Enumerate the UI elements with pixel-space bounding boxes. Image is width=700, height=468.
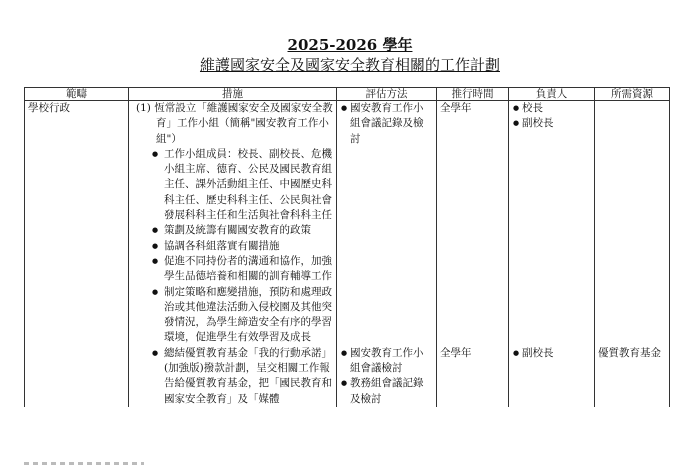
list-item: ● 國安教育工作小組會議檢討 xyxy=(350,346,433,377)
list-item: ● 促進不同持份者的溝通和協作，加強學生品德培養和相關的訓育輔導工作 xyxy=(164,254,333,285)
header-time: 推行時間 xyxy=(437,88,509,101)
header-area: 範疇 xyxy=(25,88,129,101)
list-item: ● 協調各科組落實有關措施 xyxy=(164,239,333,254)
table-row xyxy=(25,346,670,407)
cell-time: 全學年 xyxy=(437,101,509,346)
document-year-title: 2025-2026 學年 xyxy=(287,36,413,54)
list-item: ● 教務組會議記錄及檢討 xyxy=(350,376,433,407)
list-item: ● 副校長 xyxy=(522,116,591,131)
list-item: ● 校長 xyxy=(522,101,591,116)
cell-person xyxy=(509,101,595,346)
header-measures: 措施 xyxy=(129,88,337,101)
list-item: ● 副校長 xyxy=(522,346,591,361)
cell-resources xyxy=(595,101,670,346)
footer-smudge xyxy=(24,462,144,465)
list-item: ● 工作小組成員：校長、副校長、危機小組主席、德育、公民及國民教育組主任、課外活動組主任、中國歷史科科主任、歷史科科主任、公民與社會發展科科主任和生活與社會科科主任 xyxy=(164,147,333,223)
list-item: ● 總結優質教育基金「我的行動承諾」(加強版)撥款計劃，呈交相關工作報告給優質教育基金，把「國民教育和國家安全教育」及「媒體 xyxy=(164,346,333,407)
cell-evaluation xyxy=(337,346,437,407)
measure-intro: (1) 恆常設立「維護國家安全及國家安全教育」工作小組（簡稱"國安教育工作小組"） xyxy=(136,102,333,145)
work-plan-table xyxy=(24,87,670,407)
header-evaluation: 評估方法 xyxy=(337,88,437,101)
cell-resources: 優質教育基金 xyxy=(595,346,670,407)
table-header-row xyxy=(25,88,670,101)
header-resources: 所需資源 xyxy=(595,88,670,101)
document-main-title: 維護國家安全及國家安全教育相關的工作計劃 xyxy=(199,56,500,74)
list-item: ● 國安教育工作小組會議記錄及檢討 xyxy=(350,101,433,147)
list-item: ● 策劃及統籌有關國安教育的政策 xyxy=(164,223,333,238)
evaluation-list xyxy=(340,101,433,147)
cell-person xyxy=(509,346,595,407)
cell-time: 全學年 xyxy=(437,346,509,407)
evaluation-list xyxy=(340,346,433,407)
cell-area xyxy=(25,346,129,407)
cell-evaluation xyxy=(337,101,437,346)
measure-list xyxy=(132,346,333,407)
person-list xyxy=(512,346,591,361)
list-item: ● 制定策略和應變措施，預防和處理政治或其他違法活動入侵校園及其他突發情況，為學生締造安全有序的學習環境，促進學生有效學習及成長 xyxy=(164,285,333,346)
measure-list xyxy=(132,147,333,346)
person-list xyxy=(512,101,591,132)
header-person: 負責人 xyxy=(509,88,595,101)
table-row xyxy=(25,101,670,346)
cell-measures xyxy=(129,101,337,346)
cell-area: 學校行政 xyxy=(25,101,129,346)
cell-measures xyxy=(129,346,337,407)
